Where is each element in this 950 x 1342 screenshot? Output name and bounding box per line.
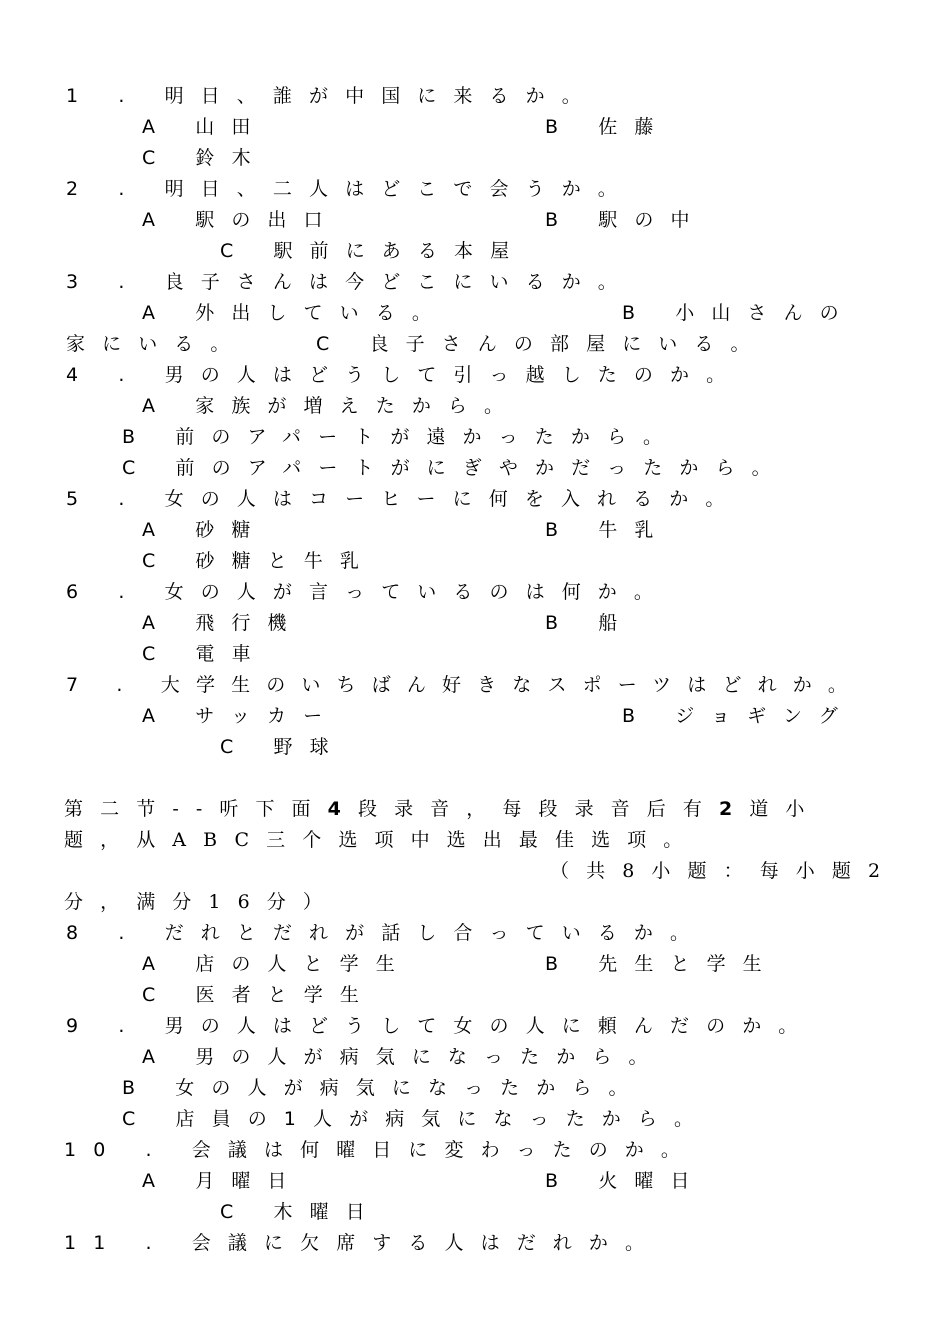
q5-option-a: A 砂糖 xyxy=(142,519,268,541)
q4-option-c: C 前のアパートがにぎやかだったから。 xyxy=(122,457,788,479)
q6-option-a: A 飛行機 xyxy=(142,612,304,634)
q1-option-b: B 佐藤 xyxy=(545,116,671,138)
q8-option-c: C 医者と学生 xyxy=(142,984,377,1006)
section-2-points: （共8小题：每小题2 xyxy=(550,860,898,882)
q9-option-a: A 男の人が病気になったから。 xyxy=(142,1046,665,1068)
section-2-instructions: 题，从ABC三个选项中选出最佳选项。 xyxy=(64,829,700,851)
q11-stem: 11 . 会議に欠席する人はだれか。 xyxy=(64,1232,662,1254)
q3-option-b-wrap: 家にいる。 xyxy=(66,333,247,355)
q7-option-b: B ジョギング xyxy=(622,705,855,727)
q3-option-c: C 良子さんの部屋にいる。 xyxy=(316,333,767,355)
q8-option-a: A 店の人と学生 xyxy=(142,953,412,975)
q8-stem: 8 . だれとだれが話し合っているか。 xyxy=(66,922,707,944)
q1-stem: 1 . 明日、誰が中国に来るか。 xyxy=(66,85,598,107)
q7-option-a: A サッカー xyxy=(142,705,340,727)
q1-option-a: A 山田 xyxy=(142,116,268,138)
q2-option-a: A 駅の出口 xyxy=(142,209,340,231)
q10-stem: 10 . 会議は何曜日に変わったのか。 xyxy=(64,1139,698,1161)
q9-option-c: C 店員の1人が病気になったから。 xyxy=(122,1108,711,1130)
q6-stem: 6 . 女の人が言っているのは何か。 xyxy=(66,581,671,603)
q5-option-c: C 砂糖と牛乳 xyxy=(142,550,377,572)
q9-option-b: B 女の人が病気になったから。 xyxy=(122,1077,645,1099)
q7-option-c: C 野球 xyxy=(220,736,346,758)
q2-option-c: C 駅前にある本屋 xyxy=(220,240,527,262)
section-2-heading: 第二节--听下面4段录音，每段录音后有2道小 xyxy=(64,798,822,820)
q5-stem: 5 . 女の人はコーヒーに何を入れるか。 xyxy=(66,488,742,510)
q7-stem: 7 . 大学生のいちばん好きなスポーツはどれか。 xyxy=(66,674,864,696)
q8-option-b: B 先生と学生 xyxy=(545,953,779,975)
q3-stem: 3 . 良子さんは今どこにいるか。 xyxy=(66,271,634,293)
q3-option-b: B 小山さんの xyxy=(622,302,856,324)
q1-option-c: C 鈴木 xyxy=(142,147,268,169)
q10-option-b: B 火曜日 xyxy=(545,1170,707,1192)
q6-option-b: B 船 xyxy=(545,612,635,634)
q4-option-a: A 家族が増えたから。 xyxy=(142,395,521,417)
q9-stem: 9 . 男の人はどうして女の人に頼んだのか。 xyxy=(66,1015,815,1037)
q4-stem: 4 . 男の人はどうして引っ越したのか。 xyxy=(66,364,743,386)
q6-option-c: C 電車 xyxy=(142,643,268,665)
section-2-points-wrap: 分，满分16分） xyxy=(64,891,339,913)
q3-option-a: A 外出している。 xyxy=(142,302,448,324)
q2-option-b: B 駅の中 xyxy=(545,209,707,231)
q4-option-b: B 前のアパートが遠かったから。 xyxy=(122,426,680,448)
q10-option-a: A 月曜日 xyxy=(142,1170,304,1192)
q2-stem: 2 . 明日、二人はどこで会うか。 xyxy=(66,178,634,200)
q5-option-b: B 牛乳 xyxy=(545,519,671,541)
q10-option-c: C 木曜日 xyxy=(220,1201,382,1223)
